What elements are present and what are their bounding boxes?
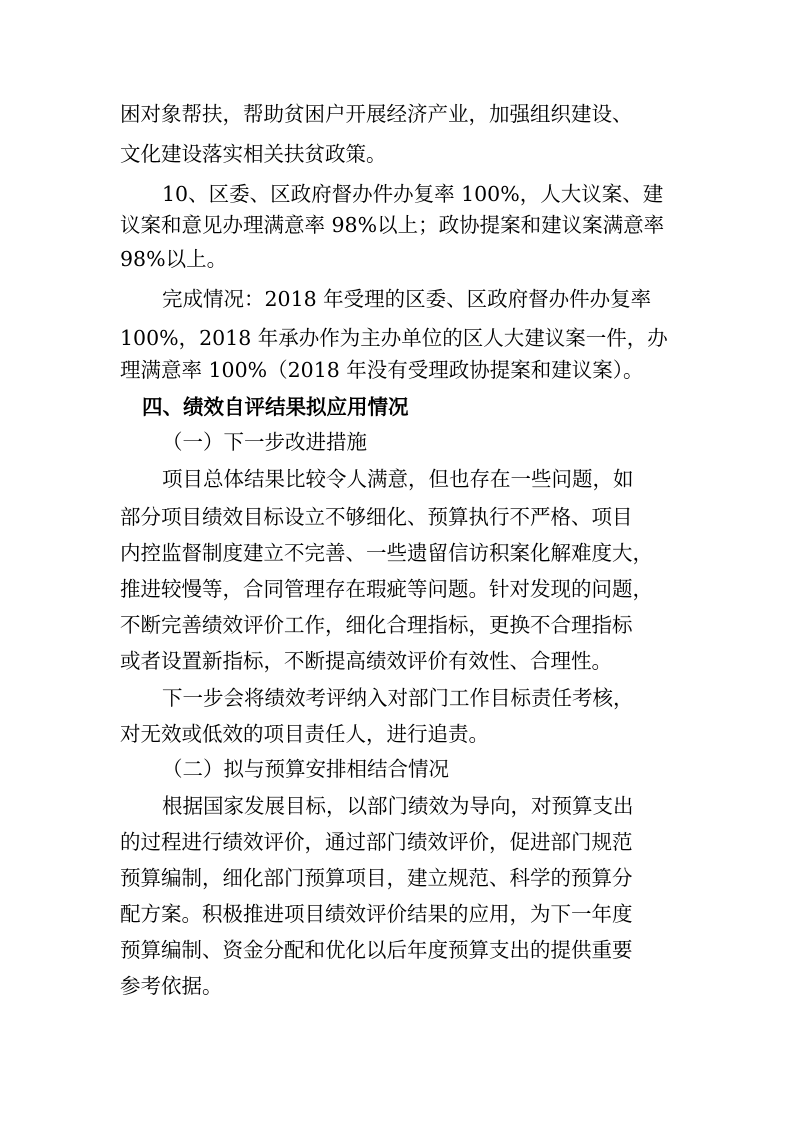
list-item-10: 10、区委、区政府督办件办复率 100%，人大议案、建 [162, 182, 664, 206]
completion-status-line: 完成情况：2018 年受理的区委、区政府督办件办复率 [162, 287, 652, 311]
paragraph-line: 不断完善绩效评价工作，细化合理指标，更换不合理指标 [120, 613, 633, 637]
text-line: 理满意率 100%（2018 年没有受理政协提案和建议案）。 [120, 358, 644, 382]
paragraph-line: 或者设置新指标，不断提高绩效评价有效性、合理性。 [120, 649, 612, 673]
paragraph-line: 根据国家发展目标，以部门绩效为导向，对预算支出 [162, 794, 634, 818]
paragraph-line: 部分项目绩效目标设立不够细化、预算执行不严格、项目 [120, 505, 633, 529]
paragraph-line: 的过程进行绩效评价，通过部门绩效评价，促进部门规范 [120, 830, 633, 854]
text-line: 议案和意见办理满意率 98%以上；政协提案和建议案满意率 [120, 213, 665, 237]
paragraph-line: 预算编制，细化部门预算项目，建立规范、科学的预算分 [120, 866, 633, 890]
paragraph-line: 对无效或低效的项目责任人，进行追责。 [120, 722, 489, 746]
text-line: 98%以上。 [120, 247, 228, 271]
paragraph-line: 下一步会将绩效考评纳入对部门工作目标责任考核， [162, 686, 634, 710]
paragraph-line: 配方案。积极推进项目绩效评价结果的应用，为下一年度 [120, 902, 633, 926]
paragraph-line: 内控监督制度建立不完善、一些遗留信访积案化解难度大， [120, 541, 653, 565]
paragraph-line: 项目总体结果比较令人满意，但也存在一些问题，如 [162, 467, 634, 491]
text-line: 文化建设落实相关扶贫政策。 [120, 142, 387, 166]
subsection-heading: （一）下一步改进措施 [162, 430, 367, 454]
section-heading: 四、绩效自评结果拟应用情况 [142, 395, 409, 419]
paragraph-line: 预算编制、资金分配和优化以后年度预算支出的提供重要 [120, 938, 633, 962]
paragraph-line: 推进较慢等，合同管理存在瑕疵等问题。针对发现的问题， [120, 577, 653, 601]
subsection-heading: （二）拟与预算安排相结合情况 [162, 757, 449, 781]
paragraph-line: 参考依据。 [120, 974, 223, 998]
text-line: 困对象帮扶，帮助贫困户开展经济产业，加强组织建设、 [120, 102, 633, 126]
text-line: 100%，2018 年承办作为主办单位的区人大建议案一件，办 [120, 326, 668, 350]
